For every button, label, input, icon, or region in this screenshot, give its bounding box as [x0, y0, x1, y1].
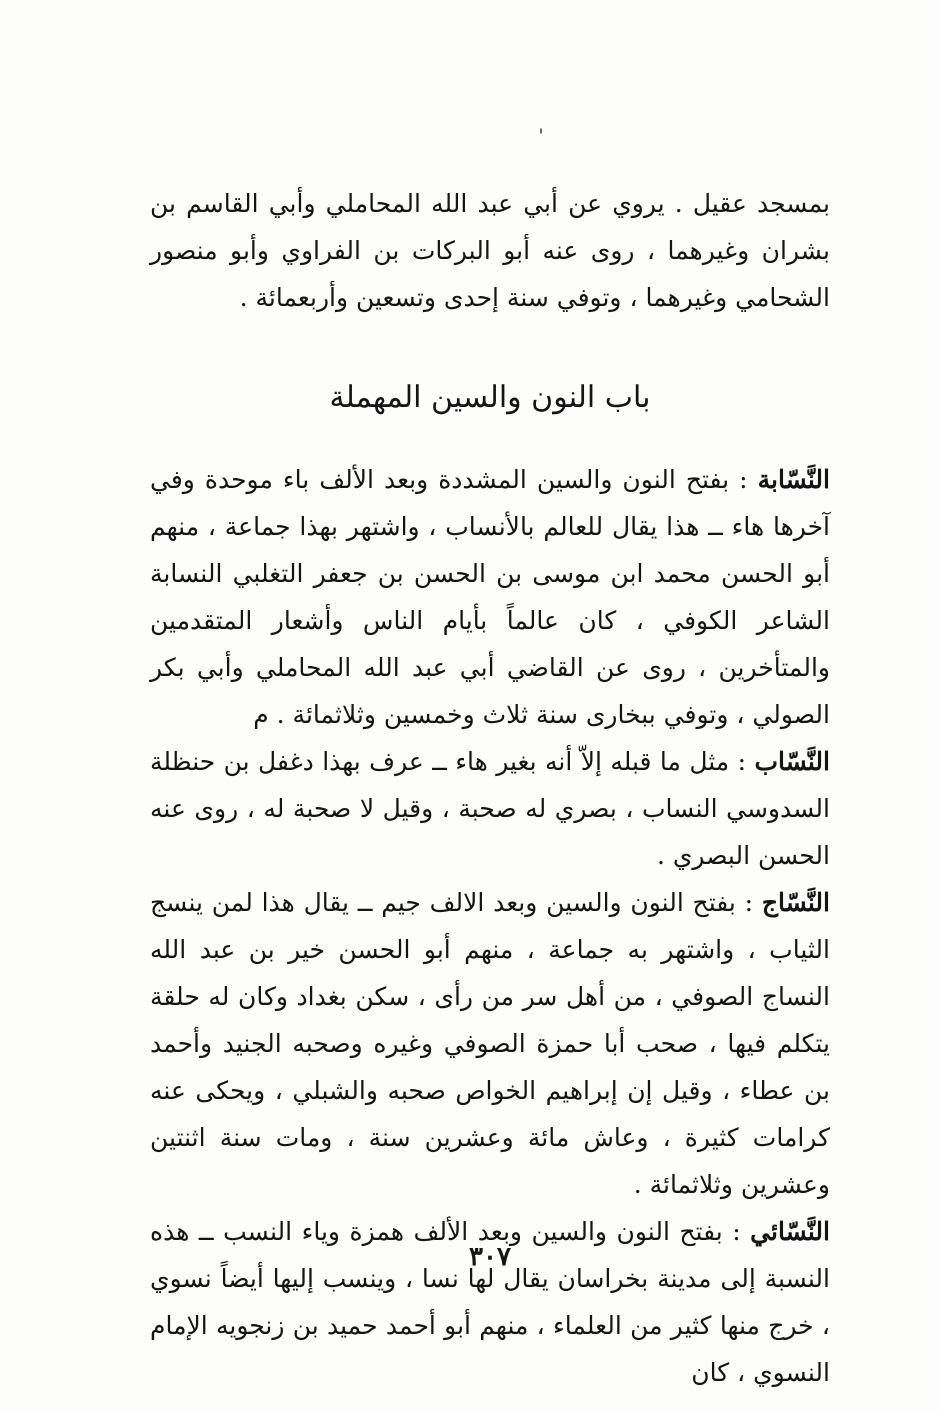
entry-headword: النَّسّائي — [750, 1217, 830, 1246]
entry-nassaba — [150, 456, 830, 738]
chapter-heading: باب النون والسين المهملة — [329, 380, 651, 415]
entry-text: : بفتح النون والسين وبعد الألف همزة وياء النسب ــ هذه النسبة إلى مدينة بخراسان يقال لها نسا ، وينسب إليها أيضاً نسوي ، خرج منها كثير من العلماء ، منهم أبو أحمد حميد بن زنجويه الإمام النسوي ، كان — [150, 1217, 830, 1387]
entry-text: : مثل ما قبله إلاّ أنه بغير هاء ــ عرف بهذا دغفل بن حنظلة السدوسي النساب ، بصري له صحبة ، وقيل لا صحبة له ، روى عنه الحسن البصري . — [150, 747, 830, 870]
intro-paragraph-block — [150, 180, 830, 321]
entry-nassaj — [150, 879, 830, 1208]
entry-headword: النَّسّاج — [761, 888, 830, 917]
entry-nasai — [150, 1208, 830, 1396]
page-number: ٣٠٧ — [469, 1242, 511, 1272]
scan-speck — [540, 128, 542, 134]
entry-text: : بفتح النون والسين المشددة وبعد الألف باء موحدة وفي آخرها هاء ــ هذا يقال للعالم بالأنساب ، واشتهر بهذا جماعة ، منهم أبو الحسن محمد ابن موسى بن الحسن بن جعفر التغلبي النسابة الشاعر الكوفي ، كان عالماً بأيام الناس وأشعار المتقدمين والمتأخرين ، روى عن القاضي أبي عبد الله المحاملي وأبي بكر الصولي ، وتوفي ببخارى سنة ثلاث وخمسين وثلاثمائة . م — [150, 465, 830, 729]
entry-text: : بفتح النون والسين وبعد الالف جيم ــ يقال هذا لمن ينسج الثياب ، واشتهر به جماعة ، منهم أبو الحسن خير بن عبد الله النساج الصوفي ، من أهل سر من رأى ، سكن بغداد وكان له حلقة يتكلم فيها ، صحب أبا حمزة الصوفي وغيره وصحبه الجنيد وأحمد بن عطاء ، وقيل إن إبراهيم الخواص صحبه والشبلي ، ويحكى عنه كرامات كثيرة ، وعاش مائة وعشرين سنة ، ومات سنة اثنتين وعشرين وثلاثمائة . — [150, 888, 830, 1199]
entry-headword: النَّسّابة — [757, 465, 830, 494]
intro-paragraph: بمسجد عقيل . يروي عن أبي عبد الله المحاملي وأبي القاسم بن بشران وغيرهما ، روى عنه أبو البركات بن الفراوي وأبو منصور الشحامي وغيرهما ، وتوفي سنة إحدى وتسعين وأربعمائة . — [150, 189, 830, 312]
entry-headword: النَّسّاب — [754, 747, 830, 776]
entry-nassab — [150, 738, 830, 879]
